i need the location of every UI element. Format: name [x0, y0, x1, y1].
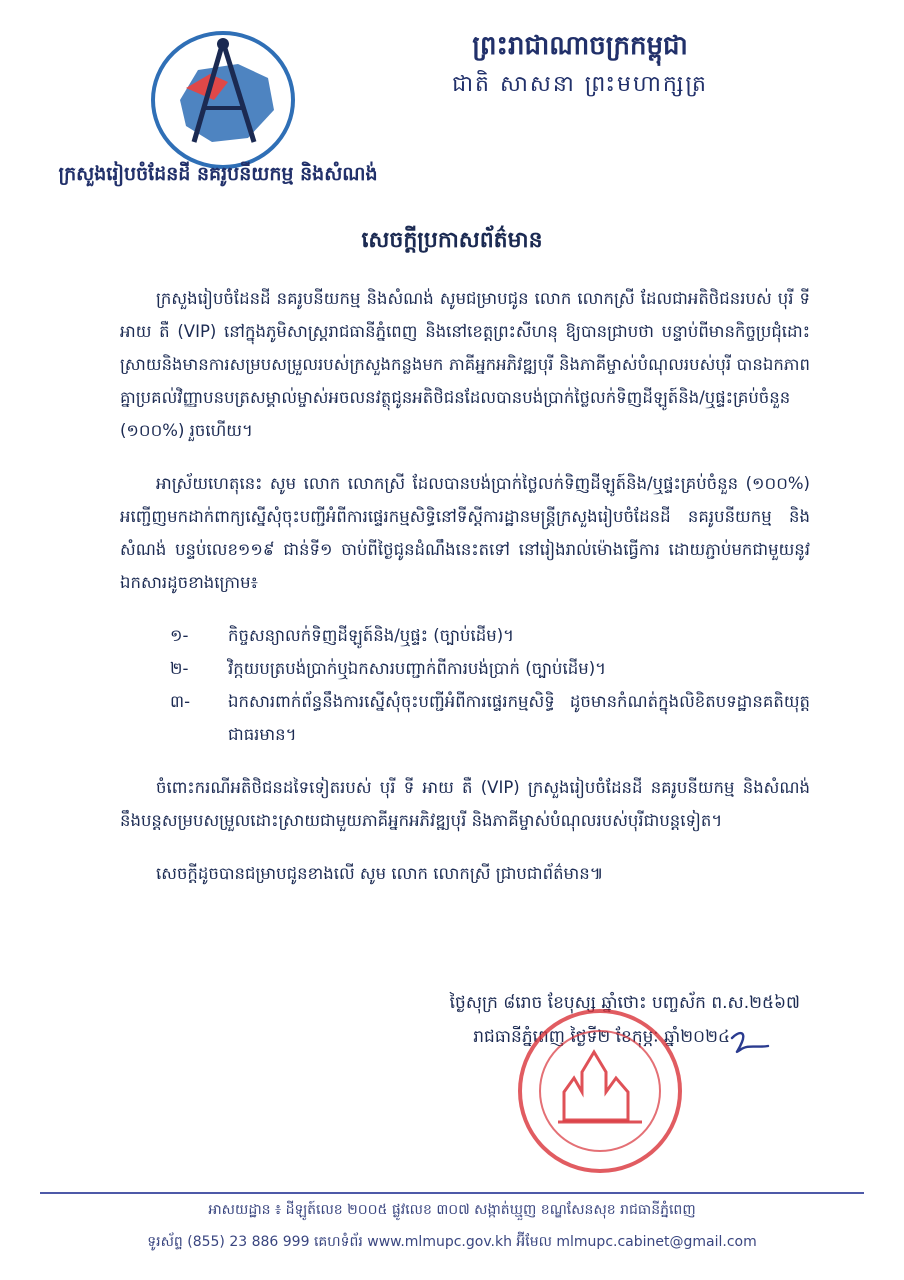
list-item: [170, 652, 810, 685]
required-documents-list: [120, 619, 810, 751]
list-item-text: កិច្ចសន្យាលក់ទិញដីឡូត៍និង/ឬផ្ទះ (ច្បាប់ដើម)។: [228, 626, 515, 645]
list-item-number: ៣-: [170, 692, 191, 711]
footer-address: អាសយដ្ឋាន ៖ ដីឡូត៍លេខ ២០០៥ ផ្លូវលេខ ៣០៧ សង្កាត់ឃ្មួញ ខណ្ឌសែនសុខ រាជធានីភ្នំពេញ: [208, 1202, 696, 1218]
list-item: [170, 619, 810, 652]
paragraph-1: ក្រសួងរៀបចំដែនដី នគរូបនីយកម្ម និងសំណង់ សូមជម្រាបជូន លោក លោកស្រី ដែលជាអតិថិជនរបស់ បុរី ទី អាយ តឺ (VIP) នៅក្នុងភូមិសាស្ត្ររាជធានីភ្នំពេញ និងនៅខេត្តព្រះសីហនុ ឱ្យបានជ្រាបថា បន្ទាប់ពីមានកិច្ចប្រជុំដោះស្រាយនិងមានការសម្របសម្រួលរបស់ក្រសួងកន្លងមក ភាគីអ្នកអភិវឌ្ឍបុរី និងភាគីម្ចាស់បំណុលរបស់បុរី បានឯកភាពគ្នាប្រគល់វិញ្ញាបនបត្រសម្គាល់ម្ចាស់អចលនវត្ថុជូនអតិថិជនដែលបានបង់ប្រាក់ថ្លៃលក់ទិញដីឡូត៍និង/ឬផ្ទះគ្រប់ចំនួន (១០០%) រួចហើយ។: [120, 289, 810, 440]
list-item-number: ២-: [170, 659, 189, 678]
ministry-name: ក្រសួងរៀបចំដែនដី នគរូបនីយកម្ម និងសំណង់: [58, 163, 378, 185]
footer-divider: [40, 1192, 864, 1194]
kingdom-header: [300, 28, 860, 102]
list-item-text: វិក្កយបត្របង់ប្រាក់ឬឯកសារបញ្ជាក់ពីការបង់ប្រាក់ (ច្បាប់ដើម)។: [228, 659, 607, 678]
ministry-logo-icon: [150, 30, 296, 170]
list-item-number: ១-: [170, 626, 189, 645]
document-title: សេចក្តីប្រកាសព័ត៌មាន: [361, 228, 543, 253]
official-seal-icon: [496, 1008, 704, 1174]
solar-date: រាជធានីភ្នំពេញ ថ្ងៃទី២ ខែកុម្ភៈ ឆ្នាំ២០២៤: [473, 1027, 730, 1047]
national-motto: ជាតិ សាសនា ព្រះមហាក្សត្រ: [452, 72, 708, 97]
kingdom-name: ព្រះរាជាណាចក្រកម្ពុជា: [472, 31, 688, 61]
paragraph-4: សេចក្តីដូចបានជម្រាបជូនខាងលើ សូម លោក លោកស្រី ជ្រាបជាព័ត៌មាន៕: [156, 864, 604, 883]
list-item: [170, 685, 810, 751]
lunar-date: ថ្ងៃសុក្រ ៨រោច ខែបុស្ស ឆ្នាំថោះ បញ្ចស័ក ព.ស.២៥៦៧: [449, 993, 800, 1013]
paragraph-2: អាស្រ័យហេតុនេះ សូម លោក លោកស្រី ដែលបានបង់ប្រាក់ថ្លៃលក់ទិញដីឡូត៍និង/ឬផ្ទះគ្រប់ចំនួន (១០០%) អញ្ជើញមកដាក់ពាក្យស្នើសុំចុះបញ្ជីអំពីការផ្ទេរកម្មសិទ្ធិនៅទីស្តីការដ្ឋានមន្ត្រីក្រសួងរៀបចំដែនដី នគរូបនីយកម្ម និងសំណង់ បន្ទប់លេខ១១៩ ជាន់ទី១ ចាប់ពីថ្ងៃជូនដំណឹងនេះតទៅ នៅរៀងរាល់ម៉ោងធ្វើការ ដោយភ្ជាប់មកជាមួយនូវឯកសារដូចខាងក្រោម៖: [120, 474, 810, 592]
list-item-text: ឯកសារពាក់ព័ន្ធនឹងការស្នើសុំចុះបញ្ជីអំពីការផ្ទេរកម្មសិទ្ធិ ដូចមានកំណត់ក្នុងលិខិតបទដ្ឋានគតិយុត្តជាធរមាន។: [228, 692, 810, 744]
footer-contact: ទូរស័ព្ទ (855) 23 886 999 គេហទំព័រ www.mlmupc.gov.kh អ៊ីមែល mlmupc.cabinet@gmail.com: [147, 1234, 757, 1250]
signature-icon: [728, 1028, 772, 1058]
paragraph-3: ចំពោះករណីអតិថិជនដទៃទៀតរបស់ បុរី ទី អាយ តឺ (VIP) ក្រសួងរៀបចំដែនដី នគរូបនីយកម្ម និងសំណង់ នឹងបន្តសម្របសម្រួលដោះស្រាយជាមួយភាគីអ្នកអភិវឌ្ឍបុរី និងភាគីម្ចាស់បំណុលរបស់បុរីជាបន្តទៀត។: [120, 778, 810, 830]
document-body: [120, 282, 810, 910]
